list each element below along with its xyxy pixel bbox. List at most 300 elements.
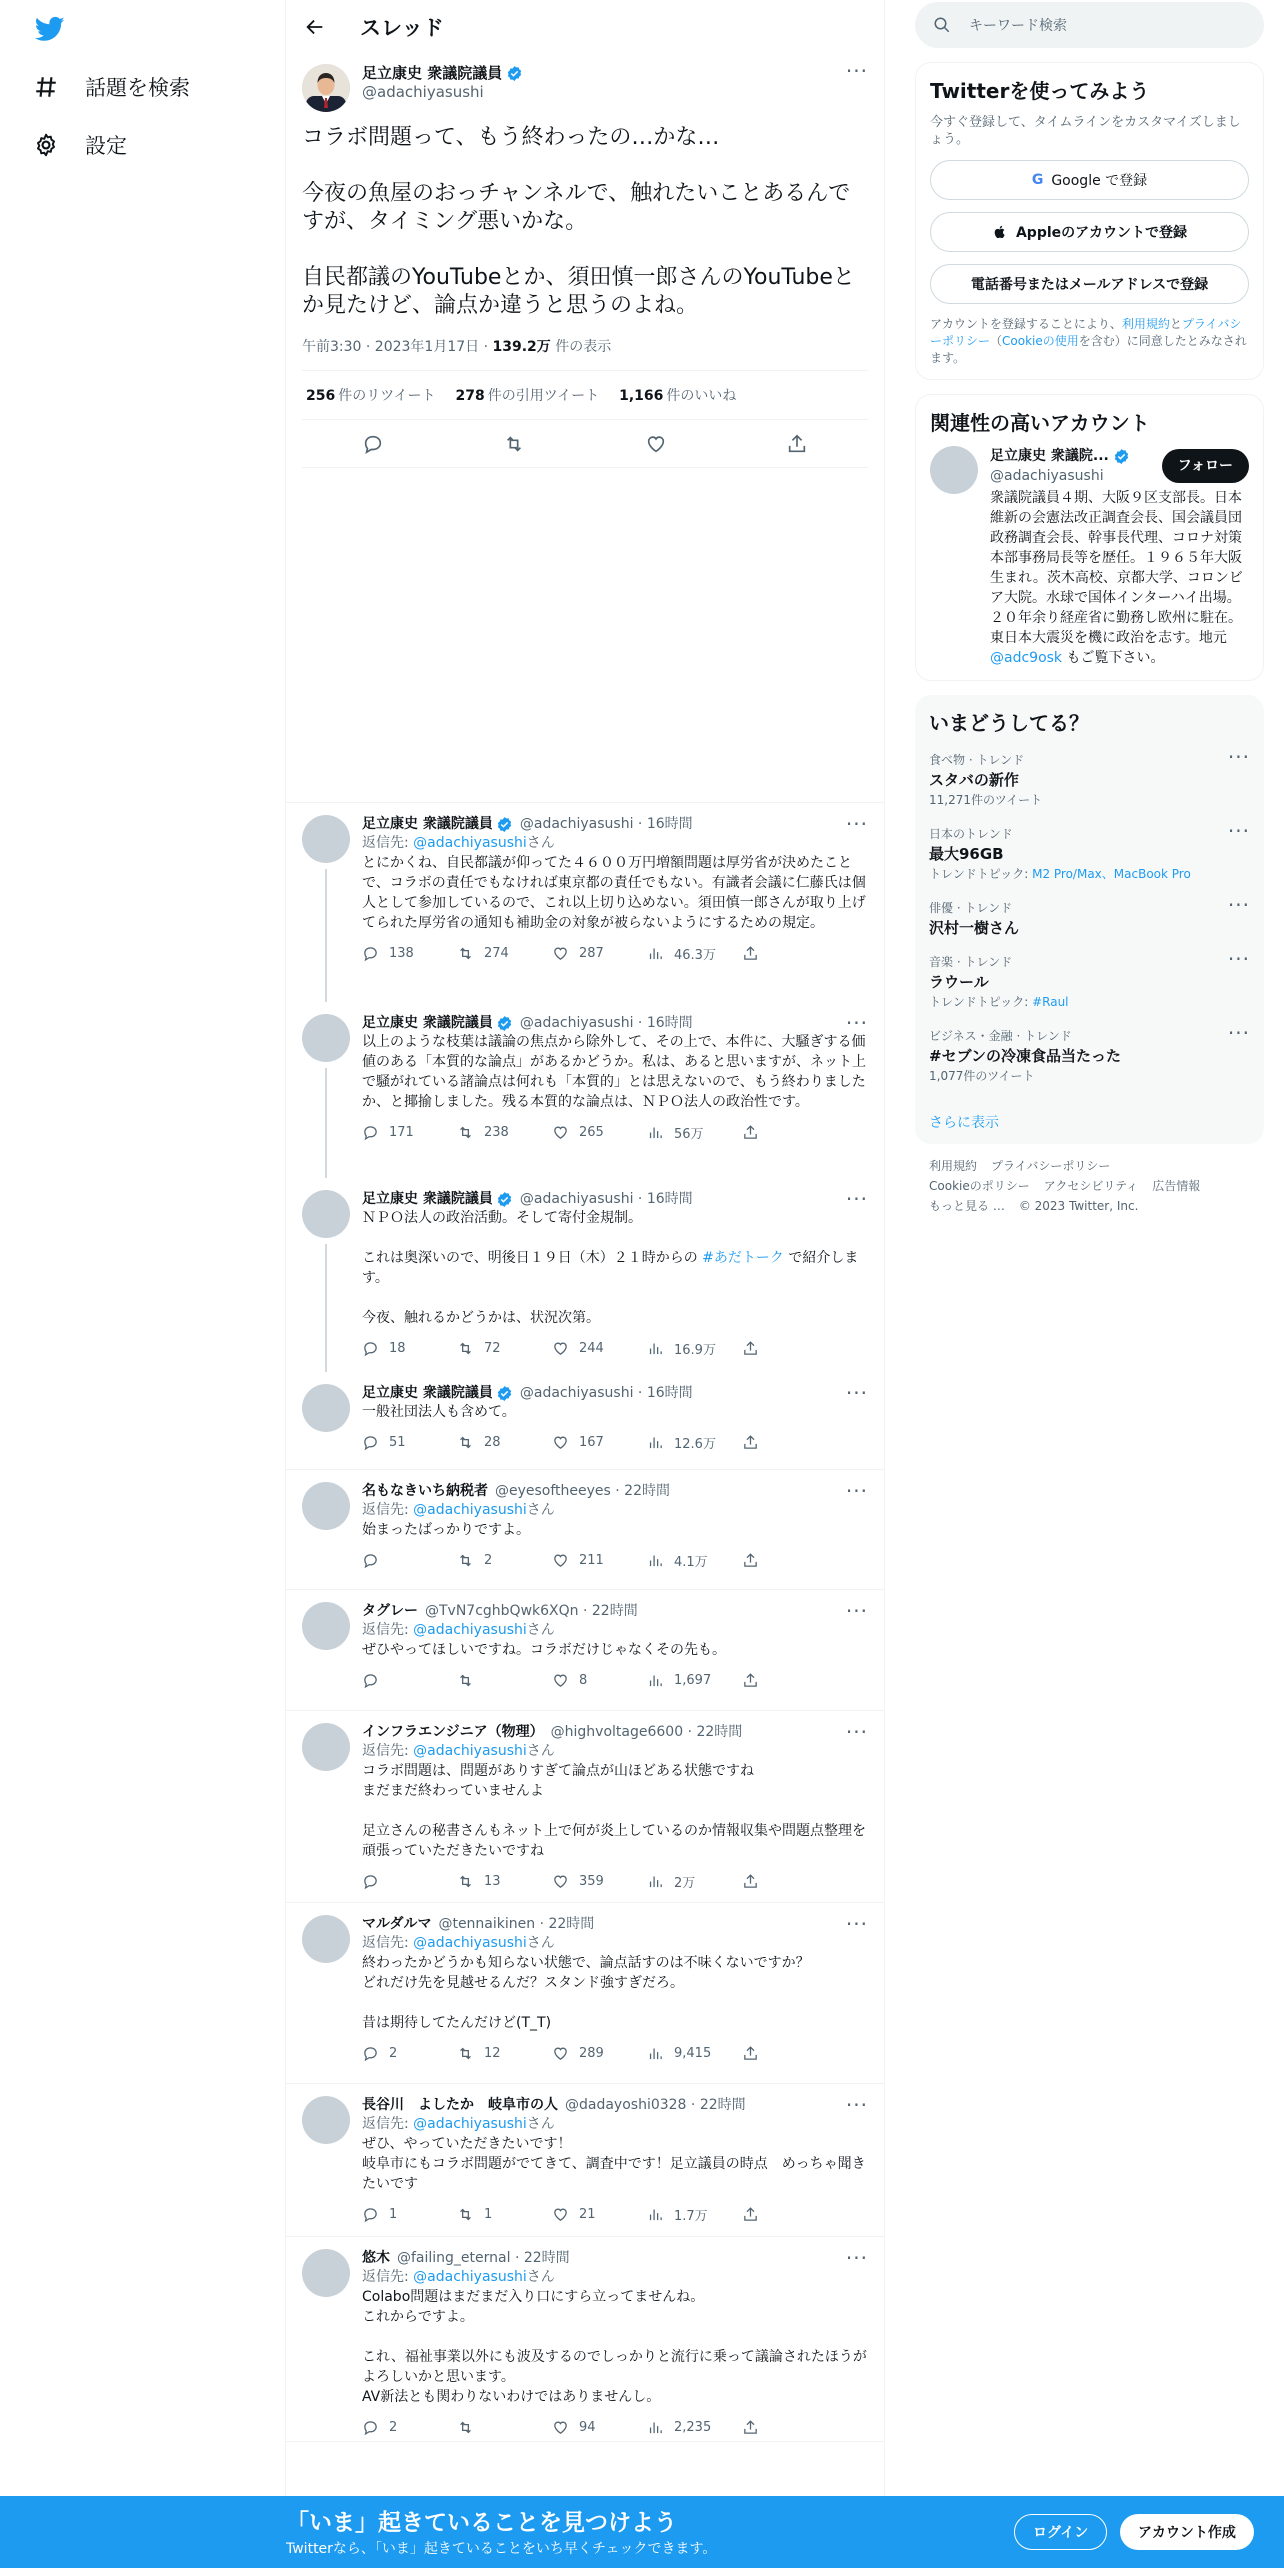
trend-name: ラウール (929, 973, 989, 991)
views-icon (647, 1873, 664, 1890)
tweet-actions (302, 420, 868, 468)
terms-link[interactable]: 利用規約 (1121, 317, 1170, 331)
retweet-icon (457, 2206, 474, 2223)
views-icon (647, 2045, 664, 2062)
like-icon (552, 1552, 569, 1569)
more-options-icon[interactable]: ··· (1227, 819, 1250, 843)
reply-author-name[interactable]: 長谷川 よしたか 岐阜市の人 (362, 2097, 558, 2113)
share-action[interactable] (742, 1124, 837, 1141)
trends-panel (915, 695, 1264, 1144)
more-options-icon[interactable]: ··· (845, 59, 868, 83)
trend-topic-link[interactable]: #Raul (1032, 995, 1069, 1009)
footer-more[interactable]: もっと見る … (929, 1199, 1005, 1213)
reply-to-link[interactable]: @adachiyasushi (413, 835, 527, 851)
views-icon (647, 1552, 664, 1569)
views-icon (647, 1340, 664, 1357)
retweet-count: 2 (484, 1552, 493, 1568)
retweet-icon (457, 945, 474, 962)
share-action[interactable] (742, 1873, 837, 1890)
like-action[interactable] (552, 2045, 647, 2062)
reply-prefix: 返信先: (362, 835, 414, 851)
reply-suffix: さん (526, 1743, 555, 1759)
views-action[interactable] (647, 2205, 742, 2224)
avatar[interactable] (302, 2249, 350, 2297)
reply-count: 1 (389, 2206, 398, 2222)
like-count: 265 (579, 1124, 604, 1140)
reply-tweet[interactable] (286, 1903, 884, 2084)
footer-terms[interactable]: 利用規約 (929, 1159, 978, 1173)
reply-count: 51 (389, 1434, 406, 1450)
views-count: 16.9万 (674, 1342, 716, 1358)
more-options-icon[interactable]: ··· (845, 1720, 868, 1744)
reply-action[interactable] (362, 945, 457, 962)
trend-item[interactable] (929, 745, 1250, 810)
hashtag-icon (33, 74, 59, 100)
retweet-count: 238 (484, 1124, 509, 1140)
retweet-icon (457, 1434, 474, 1451)
more-options-icon[interactable]: ··· (845, 812, 868, 836)
reply-text: ぜひ、やっていただきたいです！ 岐阜市にもコラボ問題がでてきて、調査中です！足立議員の時点 めっちゃ聞きたいです (362, 2136, 866, 2192)
more-options-icon[interactable]: ··· (845, 1599, 868, 1623)
share-icon (742, 1340, 759, 1357)
like-count: 167 (579, 1434, 604, 1450)
reply-author-handle[interactable]: @TvN7cghbQwk6XQn · 22時間 (425, 1603, 638, 1619)
like-action[interactable] (552, 1340, 647, 1357)
retweets-stat[interactable] (306, 385, 436, 405)
reply-author-name[interactable]: 足立康史 衆議院議員 (362, 816, 493, 832)
trend-topics-label: トレンドトピック: (929, 995, 1033, 1009)
login-button[interactable]: ログイン (1014, 2514, 1107, 2550)
verified-badge-icon (496, 1385, 513, 1402)
reply-to-link[interactable]: @adachiyasushi (413, 1502, 527, 1518)
like-icon (552, 2206, 569, 2223)
views-icon (647, 1124, 664, 1141)
like-icon (552, 1672, 569, 1689)
retweet-count: 274 (484, 945, 509, 961)
like-count: 94 (579, 2419, 596, 2435)
trend-item[interactable] (929, 819, 1250, 884)
reply-suffix: さん (526, 835, 555, 851)
avatar[interactable] (302, 1384, 350, 1432)
share-icon (742, 945, 759, 962)
view-count: 139.2万 (492, 339, 551, 355)
reply-prefix: 返信先: (362, 1622, 414, 1638)
tweet-timestamp[interactable]: 午前3:30 · 2023年1月17日 · (302, 339, 493, 355)
retweet-action[interactable] (457, 2419, 552, 2436)
reply-text: 始まったばっかりですよ。 (362, 1522, 530, 1538)
reply-count: 2 (389, 2045, 398, 2061)
reply-icon (362, 1672, 379, 1689)
retweet-icon[interactable] (503, 433, 525, 455)
reply-prefix: 返信先: (362, 1502, 414, 1518)
reply-tweet[interactable] (286, 1470, 884, 1590)
reply-author-name[interactable]: 足立康史 衆議院議員 (362, 1191, 493, 1207)
like-icon[interactable] (645, 433, 667, 455)
like-icon (552, 1873, 569, 1890)
google-icon: G (1031, 172, 1044, 188)
trend-item[interactable] (929, 893, 1250, 938)
reply-to-link[interactable]: @adachiyasushi (413, 1743, 527, 1759)
nav-explore[interactable] (33, 72, 190, 102)
avatar[interactable] (302, 815, 350, 863)
author-name: 足立康史 衆議院議員 (362, 64, 503, 82)
verified-badge-icon (496, 816, 513, 833)
create-account-button[interactable]: アカウント作成 (1120, 2514, 1254, 2550)
trend-item[interactable] (929, 947, 1250, 1012)
reply-action[interactable] (362, 1672, 457, 1689)
reply-author-name[interactable]: 足立康史 衆議院議員 (362, 1015, 493, 1031)
views-icon (647, 1672, 664, 1689)
more-options-icon[interactable]: ··· (845, 2093, 868, 2117)
reply-count: 138 (389, 945, 414, 961)
reply-to-link[interactable]: @adachiyasushi (413, 2269, 527, 2285)
more-options-icon[interactable]: ··· (845, 1011, 868, 1035)
share-icon (742, 2419, 759, 2436)
retweet-action[interactable] (457, 2045, 552, 2062)
reply-tweet[interactable] (286, 1178, 884, 1372)
avatar[interactable] (302, 1190, 350, 1238)
reply-prefix: 返信先: (362, 1935, 414, 1951)
verified-badge-icon (1113, 448, 1130, 465)
reply-to-line (362, 1620, 868, 1640)
trend-topics-label: トレンドトピック: (929, 867, 1033, 881)
verified-badge-icon (496, 1191, 513, 1208)
views-icon (647, 2206, 664, 2223)
footer-ads[interactable]: 広告情報 (1152, 1179, 1201, 1193)
thread-line (325, 1068, 327, 1178)
footer-accessibility[interactable]: アクセシビリティ (1043, 1179, 1139, 1193)
author-handle[interactable]: @adachiyasushi (362, 83, 484, 101)
avatar[interactable] (302, 1723, 350, 1771)
retweet-action[interactable] (457, 2206, 552, 2223)
trend-count: 11,271件のツイート (929, 793, 1043, 807)
retweet-icon (457, 1672, 474, 1689)
retweet-icon (457, 1124, 474, 1141)
reply-tweet[interactable] (286, 2084, 884, 2237)
retweet-action[interactable] (457, 1434, 552, 1451)
share-action[interactable] (742, 1552, 837, 1569)
trend-name: #セブンの冷凍食品当たった (929, 1047, 1121, 1065)
reply-to-link[interactable]: @adachiyasushi (413, 1622, 527, 1638)
reply-action[interactable] (362, 2419, 457, 2436)
avatar[interactable] (302, 2096, 350, 2144)
share-action[interactable] (742, 1340, 837, 1357)
more-options-icon[interactable]: ··· (1227, 1021, 1250, 1045)
more-options-icon[interactable]: ··· (845, 1479, 868, 1503)
trends-title: いまどうしてる？ (929, 711, 1089, 735)
views-action[interactable] (647, 944, 742, 963)
more-options-icon[interactable]: ··· (1227, 947, 1250, 971)
trend-item[interactable] (929, 1021, 1250, 1086)
retweet-count: 72 (484, 1340, 501, 1356)
reply-suffix: さん (526, 1935, 555, 1951)
trend-category: 食べ物 · トレンド (929, 753, 1025, 767)
share-icon (742, 1434, 759, 1451)
retweet-count: 12 (484, 2045, 501, 2061)
reply-tweet[interactable] (286, 1372, 884, 1470)
retweet-count: 13 (484, 1873, 501, 1889)
trend-topic-link[interactable]: M2 Pro/Max、MacBook Pro (1032, 867, 1191, 881)
reply-prefix: 返信先: (362, 1743, 414, 1759)
reply-to-line (362, 1741, 868, 1761)
reply-prefix: 返信先: (362, 2269, 414, 2285)
avatar[interactable] (930, 446, 978, 494)
search-input[interactable]: キーワード検索 (969, 18, 1067, 34)
reply-to-line (362, 1933, 868, 1953)
reply-tweet[interactable] (286, 2237, 884, 2442)
hashtag-link[interactable]: #あだトーク (702, 1250, 784, 1266)
legal-text-b: と (1169, 317, 1182, 331)
banner-subtitle: Twitterなら、「いま」起きていることをいち早くチェックできます。 (286, 2541, 717, 2557)
share-action[interactable] (742, 945, 837, 962)
bio-end: もご覧下さい。 (1062, 650, 1165, 666)
like-icon (552, 2419, 569, 2436)
retweet-action[interactable] (457, 1873, 552, 1890)
twitter-logo-icon[interactable] (33, 14, 67, 44)
retweet-icon (457, 2045, 474, 2062)
footer-copyright: © 2023 Twitter, Inc. (1018, 1199, 1139, 1213)
more-options-icon[interactable]: ··· (1227, 745, 1250, 769)
reply-to-line (362, 2114, 868, 2134)
reply-tweet[interactable] (286, 1711, 884, 1903)
gear-icon (33, 132, 59, 158)
reply-author-name[interactable]: 悠木 (362, 2250, 390, 2266)
related-bio (990, 488, 1249, 668)
reply-action[interactable] (362, 2045, 457, 2062)
views-action[interactable] (647, 1339, 742, 1358)
reply-text: ＮＰＯ法人の政治活動。そして寄付金規制。 これは奥深いので、明後日１９日（木）２１時からの #あだトーク で紹介します。 今夜、触れるかどうかは、状況次第。 (362, 1210, 859, 1326)
retweet-icon (457, 1552, 474, 1569)
reply-author-name[interactable]: マルダルマ (362, 1916, 432, 1932)
footer-links (915, 1144, 1264, 1228)
reply-action[interactable] (362, 1873, 457, 1890)
views-action[interactable] (647, 1123, 742, 1142)
google-signup-label: Google で登録 (1051, 173, 1148, 189)
like-icon (552, 1340, 569, 1357)
views-count: 4.1万 (674, 1554, 708, 1570)
banner-title: 「いま」起きていることを見つけよう (286, 2510, 677, 2536)
avatar[interactable] (302, 1602, 350, 1650)
nav-settings[interactable] (33, 130, 127, 160)
reply-tweet[interactable] (286, 1590, 884, 1711)
retweet-action[interactable] (457, 1552, 552, 1569)
share-icon (742, 1873, 759, 1890)
trend-name: スタバの新作 (929, 771, 1019, 789)
signup-card (915, 62, 1264, 380)
share-icon (742, 1672, 759, 1689)
reply-to-line (362, 833, 868, 853)
retweet-count: 1 (484, 2206, 493, 2222)
follow-button[interactable]: フォロー (1162, 449, 1249, 483)
signup-title: Twitterを使ってみよう (930, 79, 1150, 103)
related-name[interactable]: 足立康史 衆議院... (990, 448, 1109, 464)
views-action[interactable] (647, 1672, 742, 1689)
reply-text: 終わったかどうかも知らない状態で、論点話すのは不味くないですか？ どれだけ先を見越せるんだ？スタンド強すぎだろ。 昔は期待してたんだけど(T_T) (362, 1955, 810, 2031)
footer-cookie[interactable]: Cookieのポリシー (929, 1179, 1030, 1193)
left-sidebar (0, 0, 285, 2568)
reply-author-handle[interactable]: @adachiyasushi · 16時間 (519, 1015, 693, 1031)
retweets-label: 件のリツイート (338, 388, 436, 404)
like-action[interactable] (552, 1552, 647, 1569)
reply-action[interactable] (362, 1434, 457, 1451)
reply-author-handle[interactable]: @failing_eternal · 22時間 (397, 2250, 570, 2266)
search-bar[interactable] (915, 2, 1264, 48)
more-options-icon[interactable]: ··· (845, 1381, 868, 1405)
google-signup-button[interactable] (930, 160, 1249, 200)
reply-tweet[interactable] (286, 1002, 884, 1178)
retweets-count: 256 (306, 388, 336, 404)
views-action[interactable] (647, 1551, 742, 1570)
privacy-link[interactable]: プライバシーポリシー (930, 317, 1242, 348)
related-account[interactable] (930, 446, 1249, 668)
more-options-icon[interactable]: ··· (1227, 893, 1250, 917)
like-count: 287 (579, 945, 604, 961)
reply-actions (362, 1660, 868, 1700)
likes-stat[interactable] (619, 385, 736, 405)
reply-author-handle[interactable]: @adachiyasushi · 16時間 (519, 1191, 693, 1207)
retweet-action[interactable] (457, 1124, 552, 1141)
share-action[interactable] (742, 1672, 837, 1689)
reply-to-link[interactable]: @adachiyasushi (413, 2116, 527, 2132)
reply-action[interactable] (362, 1552, 457, 1569)
reply-icon (362, 1434, 379, 1451)
related-accounts-card (915, 394, 1264, 681)
like-count: 289 (579, 2045, 604, 2061)
reply-to-link[interactable]: @adachiyasushi (413, 1935, 527, 1951)
reply-icon[interactable] (362, 433, 384, 455)
views-action[interactable] (647, 1433, 742, 1452)
trend-category: 音楽 · トレンド (929, 955, 1013, 969)
reply-author-handle[interactable]: @dadayoshi0328 · 22時間 (565, 2097, 746, 2113)
more-options-icon[interactable]: ··· (845, 1912, 868, 1936)
thread-line (325, 869, 327, 1002)
like-action[interactable] (552, 1434, 647, 1451)
views-count: 12.6万 (674, 1436, 716, 1452)
trend-category: 日本のトレンド (929, 827, 1013, 841)
avatar[interactable] (302, 1482, 350, 1530)
verified-badge-icon (496, 1015, 513, 1032)
retweet-action[interactable] (457, 1672, 552, 1689)
quotes-stat[interactable] (456, 385, 600, 405)
reply-count: 2 (389, 2419, 398, 2435)
reply-author-name[interactable]: タグレー (362, 1603, 418, 1619)
reply-actions (362, 1112, 868, 1152)
reply-author-name[interactable]: 名もなきいち納税者 (362, 1483, 488, 1499)
like-action[interactable] (552, 1124, 647, 1141)
bio-link[interactable]: @adc9osk (990, 650, 1063, 666)
more-options-icon[interactable]: ··· (845, 2246, 868, 2270)
reply-author-handle[interactable]: @tennaikinen · 22時間 (438, 1916, 595, 1932)
reply-text: 一般社団法人も含めて。 (362, 1404, 516, 1420)
like-action[interactable] (552, 2419, 647, 2436)
verified-badge-icon (506, 65, 523, 82)
reply-icon (362, 2419, 379, 2436)
share-action[interactable] (742, 1434, 837, 1451)
tweet-text: コラボ問題って、もう終わったの…かな… 今夜の魚屋のおっチャンネルで、触れたいことあるんですが、タイミング悪いかな。 自民都議のYouTubeとか、須田慎一郎さんのYouTubeとか見たけど、論点か違うと思うのよね。 (302, 125, 855, 318)
views-icon (647, 2419, 664, 2436)
trend-count: 1,077件のツイート (929, 1069, 1035, 1083)
like-count: 244 (579, 1340, 604, 1356)
reply-suffix: さん (526, 1502, 555, 1518)
reply-author-handle[interactable]: @highvoltage6600 · 22時間 (550, 1724, 743, 1740)
like-action[interactable] (552, 1873, 647, 1890)
signup-subtitle: 今すぐ登録して、タイムラインをカスタマイズしましょう。 (930, 115, 1241, 147)
reply-author-handle[interactable]: @adachiyasushi · 16時間 (519, 1385, 693, 1401)
reply-count: 18 (389, 1340, 406, 1356)
right-sidebar (915, 0, 1264, 1228)
show-more-link[interactable]: さらに表示 (929, 1115, 999, 1131)
phone-signup-label: 電話番号またはメールアドレスで登録 (970, 277, 1209, 293)
reply-author-handle[interactable]: @adachiyasushi · 16時間 (519, 816, 693, 832)
reply-action[interactable] (362, 1124, 457, 1141)
phone-signup-button[interactable] (930, 264, 1249, 304)
share-action[interactable] (742, 2419, 837, 2436)
reply-author-handle[interactable]: @eyesoftheeyes · 22時間 (495, 1483, 670, 1499)
retweet-action[interactable] (457, 1340, 552, 1357)
reply-action[interactable] (362, 1340, 457, 1357)
views-action[interactable] (647, 2419, 742, 2436)
author-avatar[interactable] (302, 64, 350, 112)
legal-text-a: アカウントを登録することにより、 (930, 317, 1122, 331)
share-icon (742, 1552, 759, 1569)
reply-actions (362, 2194, 868, 2234)
like-action[interactable] (552, 1672, 647, 1689)
reply-icon (362, 1340, 379, 1357)
like-action[interactable] (552, 945, 647, 962)
share-action[interactable] (742, 2206, 837, 2223)
trend-list (929, 745, 1250, 1086)
cookie-link[interactable]: Cookieの使用 (1002, 334, 1079, 348)
quotes-label: 件の引用ツイート (487, 388, 600, 404)
empty-area (286, 468, 884, 803)
reply-author-name[interactable]: インフラエンジニア（物理） (362, 1724, 544, 1740)
footer-privacy[interactable]: プライバシーポリシー (991, 1159, 1111, 1173)
reply-prefix: 返信先: (362, 2116, 414, 2132)
reply-to-line (362, 2267, 868, 2287)
reply-action[interactable] (362, 2206, 457, 2223)
retweet-icon (457, 1340, 474, 1357)
avatar[interactable] (302, 1014, 350, 1062)
views-action[interactable] (647, 2045, 742, 2062)
share-action[interactable] (742, 2045, 837, 2062)
apple-icon (992, 224, 1008, 240)
views-count: 1,697 (674, 1672, 712, 1688)
nav-settings-label: 設定 (85, 134, 127, 158)
retweet-action[interactable] (457, 945, 552, 962)
reply-suffix: さん (526, 2116, 555, 2132)
reply-tweet[interactable] (286, 803, 884, 1002)
retweet-count: 28 (484, 1434, 501, 1450)
reply-actions (362, 933, 868, 973)
likes-label: 件のいいね (666, 388, 737, 404)
views-action[interactable] (647, 1872, 742, 1891)
share-icon[interactable] (786, 433, 808, 455)
reply-author-name[interactable]: 足立康史 衆議院議員 (362, 1385, 493, 1401)
apple-signup-button[interactable] (930, 212, 1249, 252)
back-arrow-icon[interactable] (304, 16, 326, 38)
share-icon (742, 2206, 759, 2223)
reply-count: 171 (389, 1124, 414, 1140)
legal-text-d: を含む）に同意したとみなされます。 (930, 334, 1247, 365)
more-options-icon[interactable]: ··· (845, 1187, 868, 1211)
avatar[interactable] (302, 1915, 350, 1963)
signup-banner (0, 2496, 1284, 2568)
nav-explore-label: 話題を検索 (85, 76, 190, 100)
like-action[interactable] (552, 2206, 647, 2223)
reply-icon (362, 1124, 379, 1141)
author-name-row[interactable] (362, 64, 834, 83)
reply-text: Colabo問題はまだまだ入り口にすら立ってませんね。 これからですよ。 これ、福祉事業以外にも波及するのでしっかりと流行に乗って議論されたほうがよろしいかと思います。 AV新法とも関わりないわけではありませんし。 (362, 2289, 867, 2405)
